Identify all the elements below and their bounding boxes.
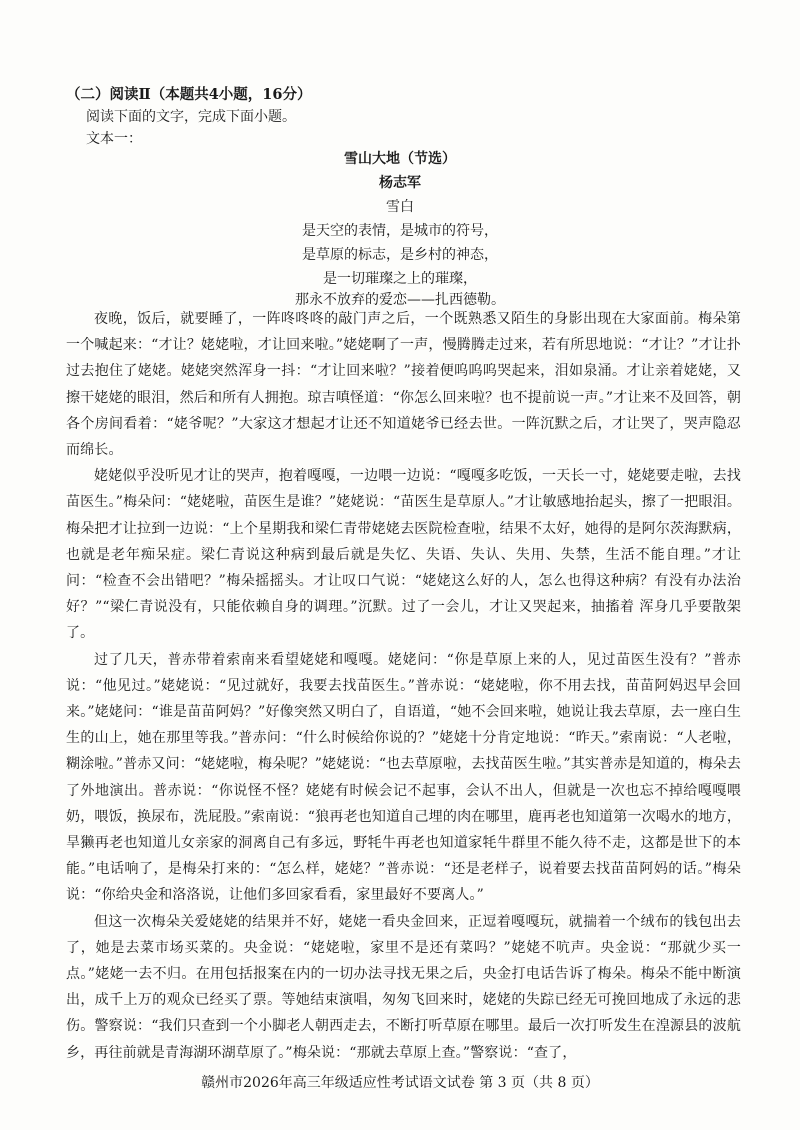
paragraph: 夜晚，饭后，就要睡了，一阵咚咚咚的敲门声之后，一个既熟悉又陌生的身影出现在大家面前。梅朵第一个喊起来：“才让？姥姥啦，才让回来啦。”姥姥啊了一声，慢腾腾走过来，若有所思地说：“才让？”才让扑过去抱住了姥姥。姥姥突然浑身一抖：“才让回来啦？”接着便呜呜呜哭起来，泪如泉涌。才让亲着姥姥，又擦干姥姥的眼泪，然后和所有人拥抱。琼吉嗔怪道：“你怎么回来啦？也不提前说一声。”才让来不及回答，朝各个房间看着：“姥爷呢？”大家这才想起才让还不知道姥爷已经去世。一阵沉默之后，才让哭了，哭声隐忍而绵长。 xyxy=(66,311,741,459)
instruction: 阅读下面的文字，完成下面小题。 xyxy=(86,109,296,125)
section-title: （二）阅读Ⅱ（本题共4小题，16分） xyxy=(66,86,312,103)
text-label: 文本一： xyxy=(86,131,142,147)
poem-line: 是天空的表情，是城市的符号， xyxy=(302,223,498,239)
paragraph: 但这一次梅朵关爱姥姥的结果并不好，姥姥一看央金回来，正逗着嘎嘎玩，就揣着一个绒布的钱包出去了，她是去菜市场买菜的。央金说：“姥姥啦，家里不是还有菜吗？”姥姥不吭声。央金说：“那就少买一点。”姥姥一去不归。在用包括报案在内的一切办法寻找无果之后，央金打电话告诉了梅朵。梅朵不能中断演出，成千上万的观众已经买了票。等她结束演唱，匆匆飞回来时，姥姥的失踪已经无可挽回地成了永远的悲伤。警察说：“我们只查到一个小脚老人朝西走去，不断打听草原在哪里。最后一次打听发生在湟源县的波航乡，再往前就是青海湖环湖草原了。”梅朵说：“那就去草原上查。”警察说：“查了， xyxy=(66,913,741,1061)
paragraph: 过了几天，普赤带着索南来看望姥姥和嘎嘎。姥姥问：“你是草原上来的人，见过苗医生没有？”普赤说：“他见过。”姥姥说：“见过就好，我要去找苗医生。”普赤说：“姥姥啦，你不用去找，苗苗阿妈迟早会回来。”姥姥问：“谁是苗苗阿妈？”好像突然又明白了，自语道，“她不会回来啦，她说让我去草原，去一座白生生的山上，她在那里等我。”普赤问：“什么时候给你说的？”姥姥十分肯定地说：“昨天。”索南说：“人老啦，糊涂啦。”普赤又问：“姥姥啦，梅朵呢？”姥姥说：“也去草原啦，去找苗医生啦。”其实普赤是知道的，梅朵去了外地演出。普赤说：“你说怪不怪？姥姥有时候会记不起事，会认不出人，但就是一次也忘不掉给嘎嘎喂奶，喂饭，换尿布，洗屁股。”索南说：“狼再老也知道自己埋的肉在哪里，鹿再老也知道第一次喝水的地方，旱獭再老也知道儿女亲家的洞离自己有多远，野牦牛再老也知道家牦牛群里不能久待不走，这都是世下的本能。”电话响了，是梅朵打来的：“怎么样，姥姥？”普赤说：“还是老样子，说着要去找苗苗阿妈的话。”梅朵说：“你给央金和洛洛说，让他们多回家看看，家里最好不要离人。” xyxy=(66,651,741,904)
poem-line: 是一切璀璨之上的璀璨， xyxy=(323,271,477,287)
article-title: 雪山大地（节选） xyxy=(344,151,456,167)
article-body xyxy=(66,306,741,1066)
poem-line: 是草原的标志，是乡村的神态， xyxy=(302,247,498,263)
poem-line: 那永不放弃的爱恋——扎西德勒。 xyxy=(295,292,505,308)
article-author: 杨志军 xyxy=(379,175,421,191)
paragraph: 姥姥似乎没听见才让的哭声，抱着嘎嘎，一边喂一边说：“嘎嘎多吃饭，一天长一寸，姥姥要走啦，去找苗医生。”梅朵问：“姥姥啦，苗医生是谁？”姥姥说：“苗医生是草原人。”才让敏感地抬起头，擦了一把眼泪。梅朵把才让拉到一边说：“上个星期我和梁仁青带姥姥去医院检查啦，结果不太好，她得的是阿尔茨海默病，也就是老年痴呆症。梁仁青说这种病到最后就是失忆、失语、失认、失用、失禁，生活不能自理。”才让问：“检查不会出错吧？”梅朵摇摇头。才让叹口气说：“姥姥这么好的人，怎么也得这种病？有没有办法治好？”“梁仁青说没有，只能依赖自身的调理。”沉默。过了一会儿，才让又哭起来，抽搐着 浑身几乎要散架了。 xyxy=(66,468,741,642)
poem-title: 雪白 xyxy=(386,199,414,215)
page-footer: 赣州市2026年高三年级适应性考试语文试卷 第 3 页（共 8 页） xyxy=(201,1075,599,1091)
